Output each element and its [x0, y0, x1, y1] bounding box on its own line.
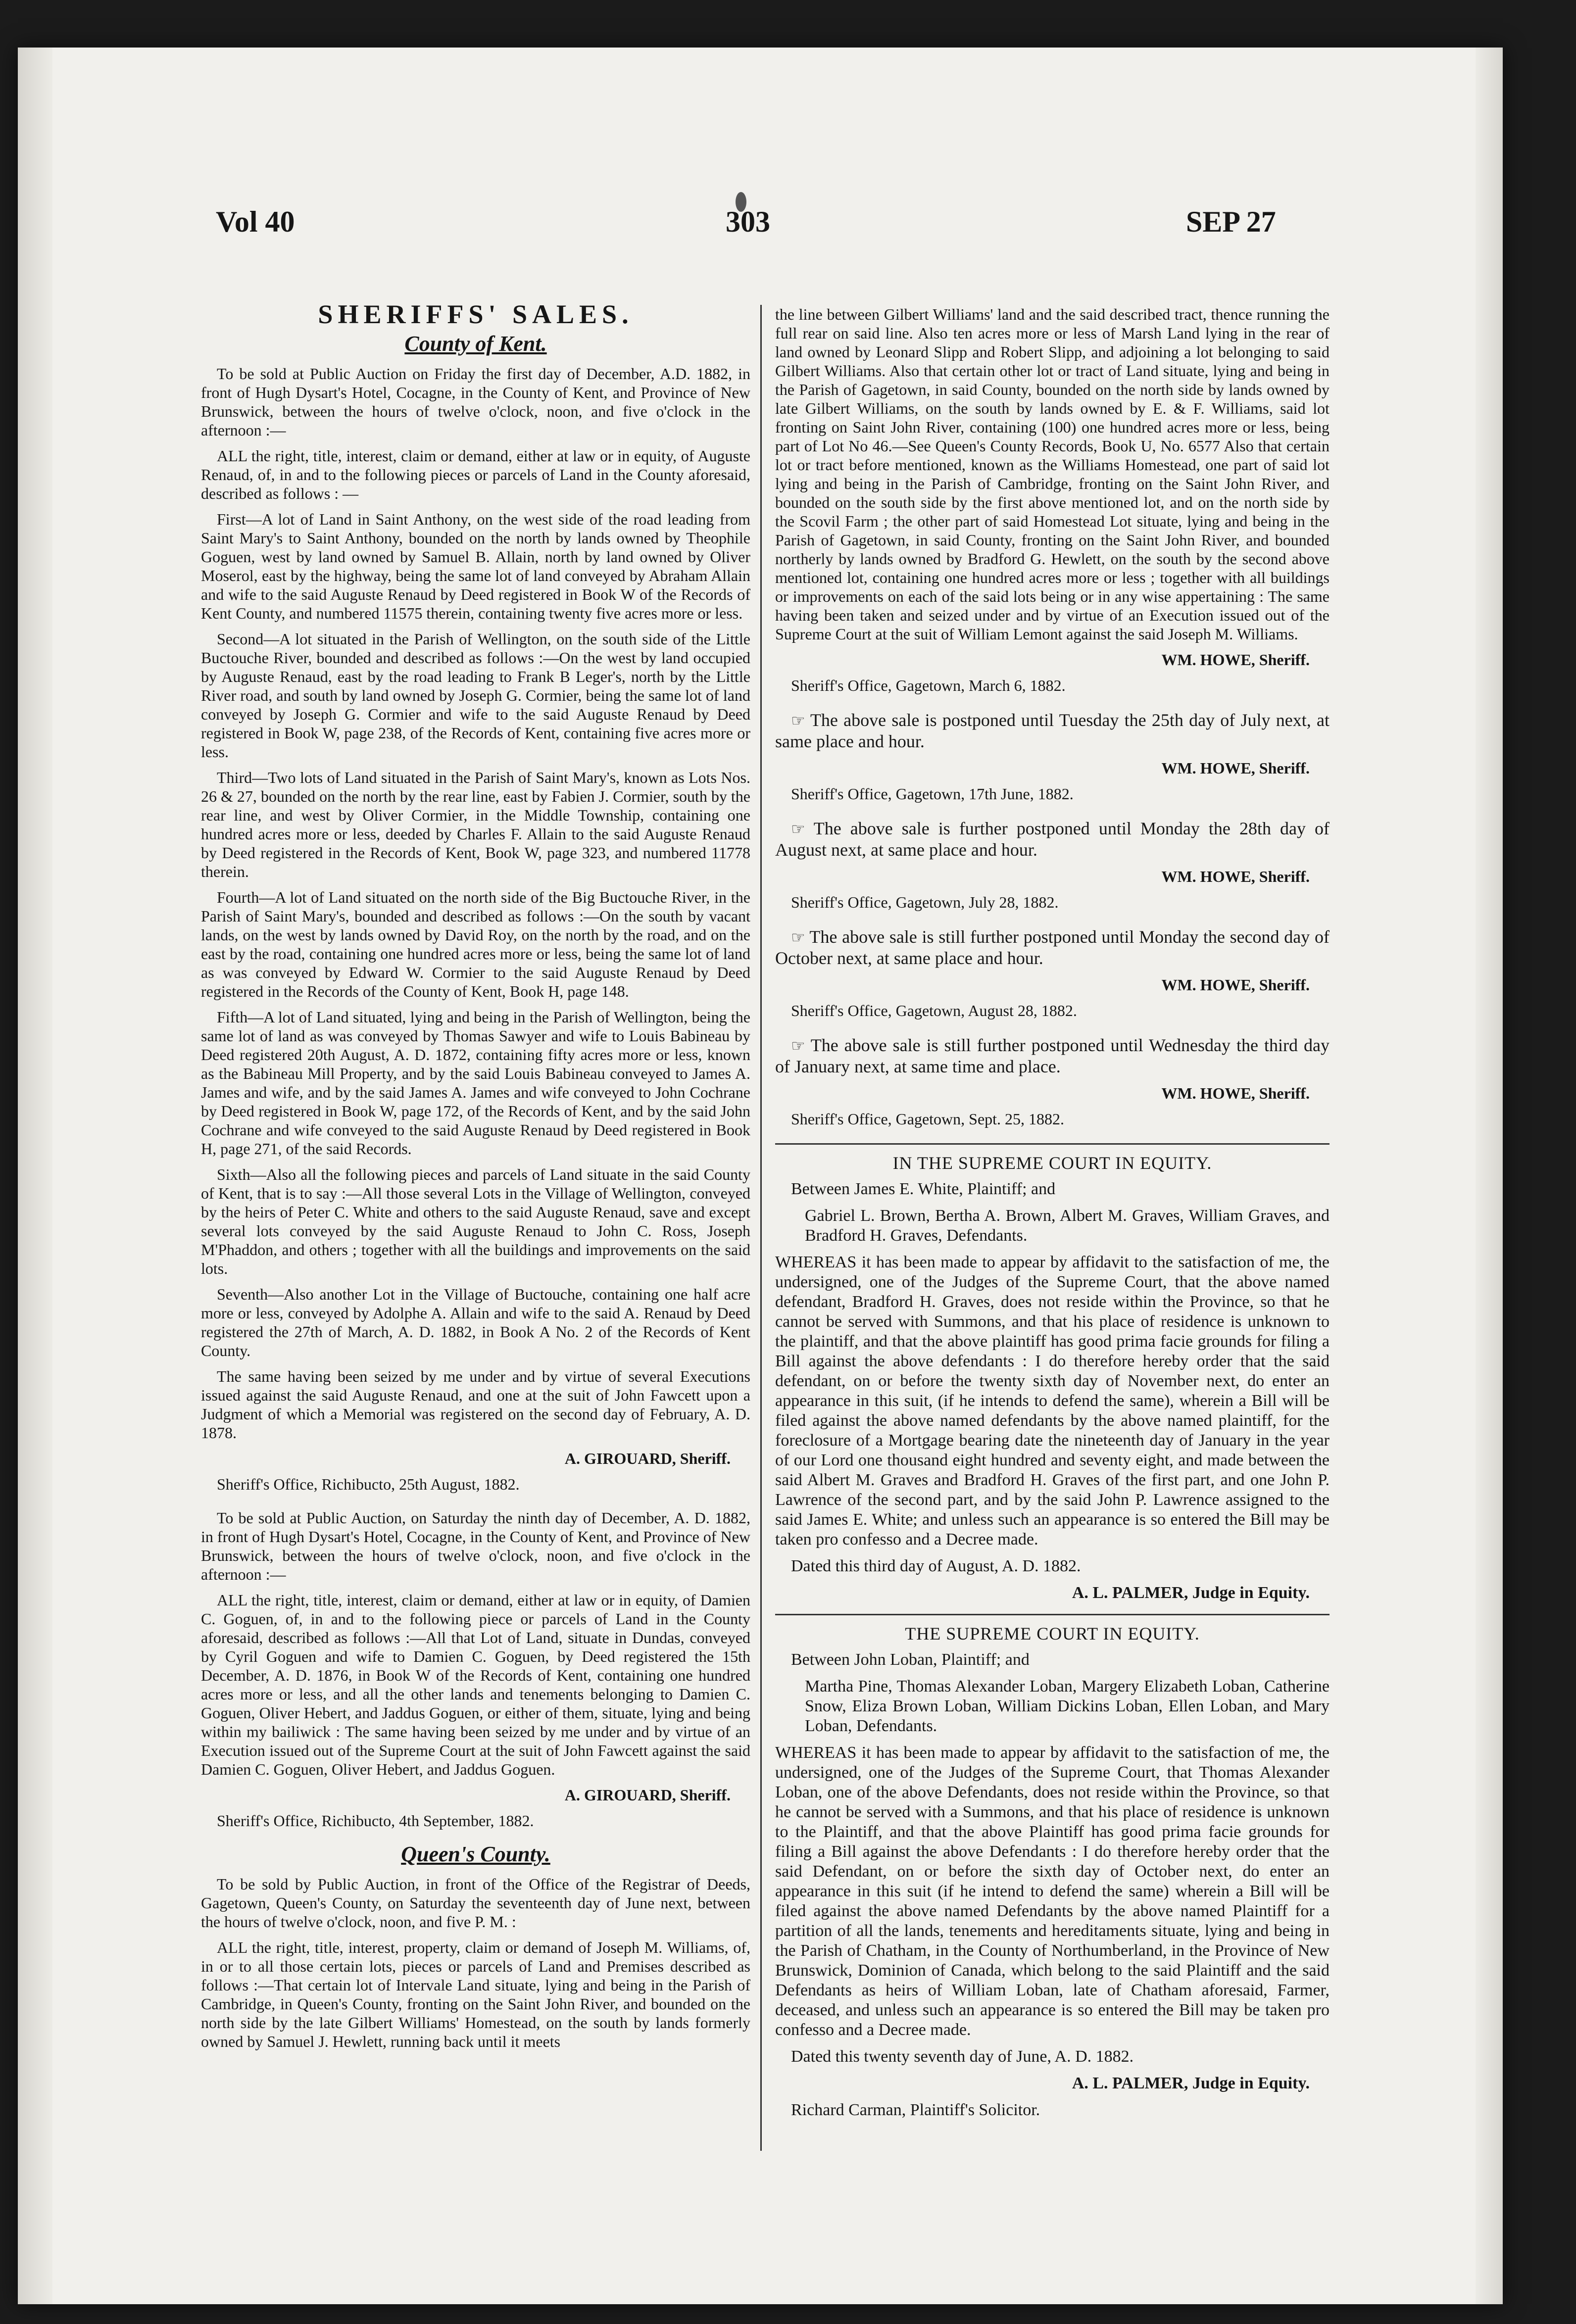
postponement-notice: ☞ The above sale is still further postponed until Wednesday the third day of January next, at same time and place.: [775, 1035, 1330, 1076]
left-column: [201, 299, 750, 2058]
notice-paragraph: ALL the right, title, interest, claim or demand, either at law or in equity, of Damien C. Goguen, of, in and to the following piece or parcels of Land in the County aforesaid, described as follows :—All that Lot of Land, situate in Dundas, conveyed by Cyril Goguen and wife to Damien C. Goguen, by Deed registered the 15th December, A. D. 1876, in Book W of the Records of Kent, containing one hundred acres more or less, and all the other lands and tenements belonging to Damien C. Goguen, Oliver Hebert, and Jaddus Goguen, or either of them, situate, lying and being within my bailiwick : The same having been seized by me under and by virtue of an Execution issued out of the Supreme Court at the suit of John Fawcett against the said Damien C. Goguen, Oliver Hebert, and Jaddus Goguen.: [201, 1591, 750, 1778]
page-edge: [1476, 48, 1503, 2304]
notice-paragraph: First—A lot of Land in Saint Anthony, on the west side of the road leading from Saint Mary's to Saint Anthony, bounded on the north by lands owned by Theophile Goguen, west by land owned by Samuel B. Allain, north by land owned by Oliver Moserol, east by the highway, being the same lot of land conveyed by Abraham Allain and wife to the said Auguste Renaud by Deed registered in Book W of the Records of Kent County, and numbered 11575 therein, containing twenty five acres more or less.: [201, 510, 750, 622]
notice-paragraph: Seventh—Also another Lot in the Village of Buctouche, containing one half acre more or less, conveyed by Adolphe A. Allain and wife to the said A. Renaud by Deed registered the 27th of March, A. D. 1882, in Book A No. 2 of the Records of Kent County.: [201, 1285, 750, 1359]
sheriff-office-line: Sheriff's Office, Gagetown, August 28, 1882.: [791, 1002, 1077, 1019]
volume-label: Vol 40: [216, 205, 295, 238]
newspaper-page: [18, 48, 1503, 2304]
county-heading-queens: Queen's County.: [401, 1842, 550, 1866]
notice-paragraph: Fifth—A lot of Land situated, lying and being in the Parish of Wellington, being the same lot of land as was conveyed by Thomas Sawyer and wife to Louis Babineau by Deed registered 20th August, A. D. 1872, containing fifty acres more or less, known as the Babineau Mill Property, and by the said Louis Babineau conveyed to James A. James and wife, and by the said James A. James and wife conveyed to John Cochrane by Deed registered in Book W, page 172, of the Records of Kent, and by the said John Cochrane and wife conveyed to the said Auguste Renaud by Deed registered in Book H, page 271, of the said Records.: [201, 1008, 750, 1158]
equity-notice-title: THE SUPREME COURT IN EQUITY.: [905, 1624, 1200, 1644]
sheriff-office-line: Sheriff's Office, Gagetown, Sept. 25, 1882.: [791, 1110, 1065, 1128]
section-rule: [775, 1614, 1330, 1615]
pointing-hand-icon: ☞: [791, 820, 814, 838]
postponement-notice: ☞ The above sale is further postponed until Monday the 28th day of August next, at same place and hour.: [775, 819, 1330, 860]
column-divider: [760, 305, 762, 2151]
sheriff-signature: WM. HOWE, Sheriff.: [1161, 759, 1310, 777]
sheriff-signature: WM. HOWE, Sheriff.: [1161, 651, 1310, 669]
sheriff-signature: A. GIROUARD, Sheriff.: [564, 1450, 731, 1467]
postponement-notice: ☞ The above sale is still further postponed until Monday the second day of October next, at same place and hour.: [775, 927, 1330, 968]
equity-body: WHEREAS it has been made to appear by affidavit to the satisfaction of me, the undersigned, one of the Judges of the Supreme Court, that the above named defendant, Bradford H. Graves, does not reside within the Province, so that he cannot be served with Summons, and that his place of residence is unknown to the plaintiff, and that the above plaintiff has good prima facie grounds for filing a Bill against the above defendants : I do therefore hereby order that the said defendant, on or before the twenty sixth day of November next, do enter an appearance in this suit, (if he intends to defend the same), wherein a Bill will be filed against the above named defendants by the above named plaintiff, for the foreclosure of a Mortgage bearing date the nineteenth day of January in the year of our Lord one thousand eight hundred and seventy eight, and made between the said Albert M. Graves and Bradford H. Graves of the first part, and one John P. Lawrence of the second part, and by the said John P. Lawrence assigned to the said James E. White; and unless such an appearance is so entered the Bill may be taken pro confesso and a Decree made.: [775, 1253, 1330, 1549]
sheriff-signature: WM. HOWE, Sheriff.: [1161, 1084, 1310, 1102]
equity-dated: Dated this third day of August, A. D. 1882.: [791, 1557, 1081, 1575]
notice-paragraph: To be sold at Public Auction, on Saturday the ninth day of December, A. D. 1882, in front of Hugh Dysart's Hotel, Cocagne, in the County of Kent, and Province of New Brunswick, between the hours of twelve o'clock, noon, and five o'clock in the afternoon :—: [201, 1509, 750, 1583]
judge-signature: A. L. PALMER, Judge in Equity.: [1072, 1584, 1310, 1602]
equity-parties: Between James E. White, Plaintiff; and: [791, 1180, 1056, 1198]
equity-dated: Dated this twenty seventh day of June, A. D. 1882.: [791, 2047, 1134, 2066]
notice-paragraph: Third—Two lots of Land situated in the Parish of Saint Mary's, known as Lots Nos. 26 & 27, bounded on the north by the rear line, east by Fabien J. Cormier, south by the rear line, and west by Oliver Cormier, in the Middle Township, containing one hundred acres more or less, deeded by Charles F. Allain to the said Auguste Renaud by Deed registered in the Records of Kent, Book W, page 323, and numbered 11778 therein.: [201, 769, 750, 880]
notice-paragraph: the line between Gilbert Williams' land and the said described tract, thence running the full rear on said line. Also ten acres more or less of Marsh Land lying in the rear of land owned by Leonard Slipp and Robert Slipp, and adjoining a lot belonging to said Gilbert Williams. Also that certain other lot or tract of Land situate, lying and being in the Parish of Gagetown, in said County, bounded on the north side by lands owned by late Gilbert Williams, on the south by lands owned by E. & F. Williams, said lot fronting on Saint John River, containing (100) one hundred acres more or less, being part of Lot No 46.—See Queen's County Records, Book U, No. 6577 Also that certain lot or tract before mentioned, known as the Williams Homestead, one part of said lot lying and being in the Parish of Cambridge, fronting on the Saint John River, and bounded on the south side by the first above mentioned lot, and on the north side by the Scovil Farm ; the other part of said Homestead Lot situate, lying and being in the Parish of Gagetown, in said County, fronting on the Saint John River, and bounded northerly by lands owned by Bradford G. Hewlett, on the south by the second above mentioned lot, containing one hundred acres more or less ; together with all buildings or improvements on each of the said lots being or in any wise appertaining : The same having been taken and seized under and by virtue of an Execution issued out of the Supreme Court at the suit of William Lemont against the said Joseph M. Williams.: [775, 305, 1330, 643]
notice-paragraph: The same having been seized by me under and by virtue of several Executions issued against the said Auguste Renaud, and one at the suit of John Fawcett upon a Judgment of which a Memorial was registered on the second day of February, A. D. 1878.: [201, 1367, 750, 1442]
sheriff-signature: WM. HOWE, Sheriff.: [1161, 976, 1310, 994]
sheriff-office-line: Sheriff's Office, Gagetown, March 6, 1882.: [791, 677, 1066, 694]
postponement-notice: ☞ The above sale is postponed until Tuesday the 25th day of July next, at same place and hour.: [775, 710, 1330, 751]
notice-paragraph: Fourth—A lot of Land situated on the north side of the Big Buctouche River, in the Parish of Saint Mary's, bounded and described as follows :—On the south by vacant lands, on the west by lands owned by David Roy, on the north by the road, and on the east by the road, containing one hundred acres more or less, being the same lot of land as was conveyed by Edward W. Cormier to the said Auguste Renaud by Deed registered in the Records of the County of Kent, Book H, page 148.: [201, 888, 750, 1000]
section-title: SHERIFFS' SALES.: [318, 299, 634, 329]
page-number: 303: [726, 205, 770, 238]
issue-date: SEP 27: [1186, 205, 1276, 238]
notice-paragraph: Sixth—Also all the following pieces and parcels of Land situate in the said County of Kent, that is to say :—All those several Lots in the Village of Wellington, conveyed by the heirs of Peter C. White and others to the said Auguste Renaud, save and except several lots conveyed by the said Auguste Renaud to John C. Ross, Joseph M'Phaddon, and others ; together with all the buildings and improvements on the said lots.: [201, 1165, 750, 1277]
section-rule: [775, 1143, 1330, 1145]
solicitor-line: Richard Carman, Plaintiff's Solicitor.: [791, 2101, 1040, 2119]
judge-signature: A. L. PALMER, Judge in Equity.: [1072, 2074, 1310, 2092]
pointing-hand-icon: ☞: [791, 712, 810, 729]
pointing-hand-icon: ☞: [791, 928, 810, 946]
pointing-hand-icon: ☞: [791, 1037, 811, 1055]
right-column: [775, 305, 1330, 2127]
sheriff-office-line: Sheriff's Office, Gagetown, 17th June, 1882.: [791, 785, 1074, 803]
sheriff-signature: A. GIROUARD, Sheriff.: [564, 1786, 731, 1804]
sheriff-office-line: Sheriff's Office, Gagetown, July 28, 1882.: [791, 893, 1059, 911]
county-heading-kent: County of Kent.: [404, 332, 547, 356]
equity-defendants: Martha Pine, Thomas Alexander Loban, Margery Elizabeth Loban, Catherine Snow, Eliza Brown Loban, William Dickins Loban, Ellen Loban, and Mary Loban, Defendants.: [805, 1677, 1330, 1735]
equity-body: WHEREAS it has been made to appear by affidavit to the satisfaction of me, the undersigned, one of the Judges of the Supreme Court, that Thomas Alexander Loban, one of the above Defendants, does not reside within the Province, so that he cannot be served with a Summons, and that his place of residence is unknown to the Plaintiff, and that the above Plaintiff has good prima facie grounds for filing a Bill against the above Defendants : I do therefore hereby order that the said Defendant, on or before the sixth day of October next, do enter an appearance in this suit (if he intend to defend the same) wherein a Bill will be filed against the above named Defendants by the above named Plaintiff for a partition of all the lands, tenements and hereditaments situate, lying and being in the Parish of Chatham, in the County of Northumberland, in the Province of New Brunswick, Dominion of Canada, which belong to the said Plaintiff and the said Defendants as heirs of William Loban, late of Chatham aforesaid, Farmer, deceased, and unless such an appearance is so entered the Bill may be taken pro confesso and a Decree made.: [775, 1743, 1330, 2039]
notice-paragraph: ALL the right, title, interest, claim or demand, either at law or in equity, of Auguste Renaud, of, in and to the following pieces or parcels of Land in the County aforesaid, described as follows : —: [201, 447, 750, 502]
page-binding: [18, 48, 52, 2304]
sheriff-office-line: Sheriff's Office, Richibucto, 25th August, 1882.: [217, 1475, 520, 1493]
notice-paragraph: To be sold at Public Auction on Friday the first day of December, A.D. 1882, in front of Hugh Dysart's Hotel, Cocagne, in the County of Kent, and Province of New Brunswick, between the hours of twelve o'clock, noon, and five o'clock in the afternoon :—: [201, 365, 750, 439]
sheriff-signature: WM. HOWE, Sheriff.: [1161, 868, 1310, 885]
notice-paragraph: Second—A lot situated in the Parish of Wellington, on the south side of the Little Buctouche River, bounded and described as follows :—On the west by land occupied by Auguste Renaud, east by the road leading to Frank B Leger's, north by the Little River road, and south by land owned by Joseph G. Cormier, being the same lot of land conveyed by Joseph G. Cormier and wife to the said Auguste Renaud by Deed registered in Book W, page 238, of the Records of Kent, containing five acres more or less.: [201, 630, 750, 761]
equity-parties: Between John Loban, Plaintiff; and: [791, 1650, 1030, 1669]
sheriff-office-line: Sheriff's Office, Richibucto, 4th September, 1882.: [217, 1812, 534, 1830]
notice-paragraph: To be sold by Public Auction, in front of the Office of the Registrar of Deeds, Gagetown, Queen's County, on Saturday the seventeenth day of June next, between the hours of twelve o'clock, noon, and five P. M. :: [201, 1875, 750, 1931]
equity-defendants: Gabriel L. Brown, Bertha A. Brown, Albert M. Graves, William Graves, and Bradford H. Graves, Defendants.: [805, 1207, 1330, 1245]
notice-paragraph: ALL the right, title, interest, property, claim or demand of Joseph M. Williams, of, in or to all those certain lots, pieces or parcels of Land and Premises described as follows :—That certain lot of Intervale Land situate, lying and being in the Parish of Cambridge, in Queen's County, fronting on the Saint John River, and bounded on the north side by the late Gilbert Williams' Homestead, on the south by lands formerly owned by Samuel J. Hewlett, running back until it meets: [201, 1938, 750, 2050]
equity-notice-title: IN THE SUPREME COURT IN EQUITY.: [892, 1153, 1212, 1173]
